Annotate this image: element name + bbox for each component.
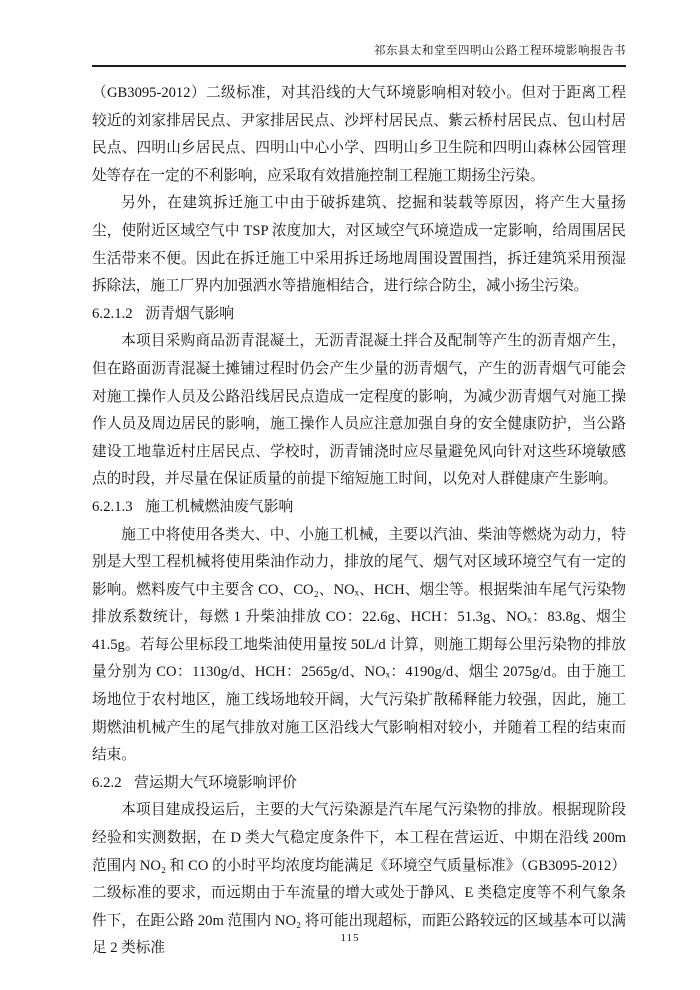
section-heading-6212 [92,301,626,329]
paragraph-demolition-dust: 另外，在建筑拆迁施工中由于破拆建筑、挖掘和装载等原因，将产生大量扬尘，使附近区域空气中 TSP 浓度加大，对区域空气环境造成一定影响，给周围居民生活带来不便。因此在拆迁施工中采用拆迁场地周围设置围挡，拆迁建筑采用预湿拆除法，施工厂界内加强洒水等措施相结合，进行综合防尘，减小扬尘污染。 [92,195,626,295]
section-title: 施工机械燃油废气影响 [145,498,294,515]
page-footer [0,932,700,944]
page-header [92,42,626,67]
paragraph-machinery-exhaust: 施工中将使用各类大、中、小施工机械，主要以汽油、柴油等燃烧为动力，特别是大型工程机械将使用柴油作动力，排放的尾气、烟气对区域环境空气有一定的影响。燃料废气中主要含 CO、CO₂、NOₓ、HCH、烟尘等。根据柴油车尾气污染物排放系数统计，每燃 1 升柴油排放 CO：22.6g、HCH：51.3g、NOₓ：83.8g、烟尘 41.5g。若每公里标段工地柴油使用量按 50L/d 计算，则施工期每公里污染物的排放量分别为 CO：1130g/d、HCH：2565g/d、NOₓ：4190g/d、烟尘 2075g/d。由于施工场地位于农村地区，施工线场地较开阔，大气污染扩散稀释能力较强，因此，施工期燃油机械产生的尾气排放对施工区沿线大气影响相对较小，并随着工程的结束而结束。 [92,526,626,764]
section-number: 6.2.1.3 [92,498,133,515]
section-title: 营运期大气环境影响评价 [134,774,297,791]
section-heading-6213 [92,494,626,522]
section-title: 沥青烟气影响 [145,305,235,322]
page-body [92,80,626,963]
section-heading-622 [92,770,626,798]
section-number: 6.2.2 [92,774,122,791]
paragraph-asphalt-fume: 本项目采购商品沥青混凝土，无沥青混凝土拌合及配制等产生的沥青烟产生，但在路面沥青混凝土摊铺过程时仍会产生少量的沥青烟气，产生的沥青烟气可能会对施工操作人员及公路沿线居民点造成一定程度的影响，为减少沥青烟气对施工操作人员及周边居民的影响，施工操作人员应注意加强自身的安全健康防护，当公路建设工地靠近村庄居民点、学校时，沥青铺浇时应尽量避免风向针对这些环境敏感点的时段，并尽量在保证质量的前提下缩短施工时间，以免对人群健康产生影响。 [92,333,626,488]
page-number: 115 [340,932,360,944]
section-number: 6.2.1.2 [92,305,133,322]
report-title: 祁东县太和堂至四明山公路工程环境影响报告书 [374,45,626,57]
paragraph-operation-period: 本项目建成投运后，主要的大气污染源是汽车尾气污染物的排放。根据现阶段经验和实测数据，在 D 类大气稳定度条件下，本工程在营运近、中期在沿线 200m 范围内 NO₂ 和 CO 的小时平均浓度均能满足《环境空气质量标准》（GB3095-2012）二级标准的要求，而远期由于车流量的增大或处于静风、E 类稳定度等不利气象条件下，在距公路 20m 范围内 NO₂ 将可能出现超标，而距公路较远的区域基本可以满足 2 类标准 [92,802,626,957]
paragraph-dust-continuation: （GB3095-2012）二级标准，对其沿线的大气环境影响相对较小。但对于距离工程较近的刘家排居民点、尹家排居民点、沙坪村居民点、紫云桥村居民点、包山村居民点、四明山乡居民点、四明山中心小学、四明山乡卫生院和四明山森林公园管理处等存在一定的不利影响，应采取有效措施控制工程施工期扬尘污染。 [92,85,626,184]
